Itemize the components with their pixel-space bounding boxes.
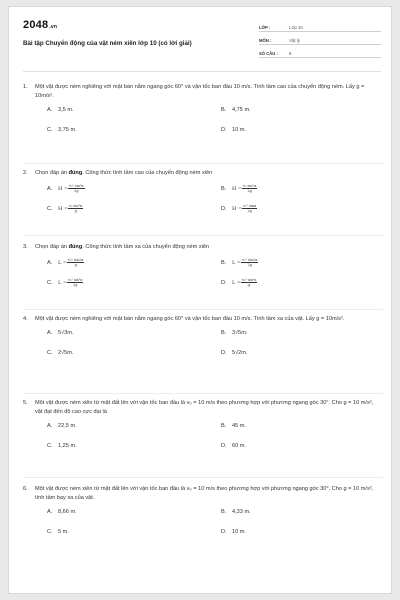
fraction-numerator: v₀² sin²α	[68, 278, 83, 282]
option-b[interactable]	[221, 107, 251, 113]
formula-fraction	[241, 258, 258, 267]
option-c[interactable]	[47, 443, 77, 449]
question-number: 3.	[23, 244, 28, 250]
option-text: 5 m.	[58, 529, 69, 535]
answer-options	[23, 256, 381, 296]
option-a[interactable]	[47, 184, 85, 193]
meta-value: Lớp 10	[289, 25, 303, 30]
option-a[interactable]	[47, 330, 74, 336]
fraction-numerator: v₀ sin²α	[243, 184, 257, 188]
option-letter: C.	[47, 529, 53, 535]
option-c[interactable]	[47, 127, 77, 133]
option-a[interactable]	[47, 258, 84, 267]
question-emphasis: đúng	[68, 244, 83, 250]
formula-fraction	[67, 258, 84, 267]
fraction-denominator: 2g	[73, 283, 78, 287]
header-divider	[23, 71, 381, 72]
option-a[interactable]	[47, 423, 77, 429]
question-3	[23, 243, 381, 296]
option-b[interactable]	[221, 330, 248, 336]
option-c[interactable]	[47, 350, 74, 356]
option-formula	[58, 280, 83, 286]
fraction-numerator: v₀ sin²α	[69, 204, 83, 208]
question-body-pre: Chọn đáp án	[35, 244, 69, 250]
option-text: 3,5 m.	[58, 107, 74, 113]
option-letter: A.	[47, 330, 53, 336]
option-formula	[232, 260, 258, 266]
question-number: 4.	[23, 316, 28, 322]
option-b[interactable]	[221, 509, 251, 515]
question-1	[23, 83, 381, 145]
option-text: 8,66 m.	[58, 509, 77, 515]
meta-value: 6	[289, 51, 292, 56]
option-text: 3√5m.	[232, 330, 248, 336]
question-separator	[23, 309, 383, 310]
option-letter: C.	[47, 206, 53, 212]
meta-panel	[259, 21, 381, 60]
option-letter: A.	[47, 509, 53, 515]
option-letter: C.	[47, 350, 53, 356]
question-4	[23, 315, 381, 368]
option-letter: C.	[47, 443, 53, 449]
formula-fraction	[242, 184, 257, 193]
option-d[interactable]	[221, 529, 246, 535]
option-text: 45 m.	[232, 423, 246, 429]
fraction-denominator: g	[74, 263, 77, 267]
answer-options	[23, 421, 381, 461]
fraction-numerator: v₀² sinα	[243, 204, 257, 208]
meta-key: SỐ CÂU :	[259, 51, 278, 56]
option-letter: A.	[47, 423, 53, 429]
formula-fraction	[67, 278, 83, 287]
option-text: 10 m.	[232, 127, 246, 133]
question-number: 2.	[23, 170, 28, 176]
formula-fraction	[68, 204, 83, 213]
option-b[interactable]	[221, 184, 257, 193]
formula-lhs: L =	[58, 260, 68, 266]
question-6	[23, 485, 381, 547]
question-body: Một vật được ném nghiêng với mặt bàn nằm ngang góc 60° và vận tốc ban đầu 10 m/s. Tính tầm cao của chuyển động ném. Lấy g = 10m/s².	[35, 84, 365, 99]
option-letter: D.	[221, 443, 227, 449]
question-text	[23, 399, 381, 417]
question-separator	[23, 235, 383, 236]
fraction-numerator: v₀² sin2α	[68, 258, 84, 262]
fraction-denominator: g	[248, 283, 251, 287]
option-text: 5√2m.	[232, 350, 248, 356]
meta-row-class	[259, 21, 381, 32]
formula-lhs: L =	[58, 280, 68, 286]
formula-lhs: H =	[232, 206, 243, 212]
answer-options	[23, 328, 381, 368]
meta-key: LỚP :	[259, 25, 271, 30]
option-a[interactable]	[47, 509, 77, 515]
page-title: Bài tập Chuyển động của vật ném xiên lớp 10 (có lời giải)	[23, 40, 192, 47]
question-text	[23, 83, 381, 101]
question-text	[23, 169, 381, 178]
option-c[interactable]	[47, 278, 83, 287]
option-letter: D.	[221, 280, 227, 286]
question-separator	[23, 477, 383, 478]
question-text	[23, 485, 381, 503]
option-formula	[58, 206, 83, 212]
worksheet-page	[8, 6, 392, 594]
question-number: 1.	[23, 84, 28, 90]
question-separator	[23, 163, 383, 164]
fraction-numerator: v₀² sin²α	[69, 184, 84, 188]
question-2	[23, 169, 381, 222]
option-text: 3,75 m.	[58, 127, 77, 133]
option-c[interactable]	[47, 204, 83, 213]
question-body-post: . Công thức tính tầm cao của chuyển động ném xiên	[82, 170, 213, 176]
formula-lhs: L =	[232, 260, 242, 266]
option-letter: B.	[221, 330, 227, 336]
option-d[interactable]	[221, 204, 257, 213]
question-body: Một vật được ném nghiêng với mặt bàn nằm ngang góc 60° và vận tốc ban đầu 10 m/s. Tính tầm xa của vật. Lấy g = 10m/s².	[35, 316, 345, 322]
option-text: 4,75 m.	[232, 107, 251, 113]
option-letter: D.	[221, 127, 227, 133]
option-letter: D.	[221, 350, 227, 356]
formula-fraction	[242, 204, 257, 213]
option-b[interactable]	[221, 423, 246, 429]
option-letter: A.	[47, 260, 53, 266]
option-text: 1,25 m.	[58, 443, 77, 449]
meta-row-subject	[259, 34, 381, 45]
option-a[interactable]	[47, 107, 74, 113]
question-text	[23, 243, 381, 252]
worksheet-header	[23, 15, 383, 67]
option-letter: D.	[221, 206, 227, 212]
option-d[interactable]	[221, 127, 246, 133]
question-number: 6.	[23, 486, 28, 492]
option-text: 60 m.	[232, 443, 246, 449]
formula-lhs: H =	[58, 206, 69, 212]
question-body-post: . Công thức tính tầm xa của chuyển động ném xiên	[82, 244, 210, 250]
question-separator	[23, 393, 383, 394]
option-letter: A.	[47, 107, 53, 113]
option-formula	[232, 186, 257, 192]
option-d[interactable]	[221, 350, 248, 356]
option-letter: B.	[221, 423, 227, 429]
fraction-denominator: 2g	[247, 189, 252, 193]
answer-options	[23, 105, 381, 145]
option-b[interactable]	[221, 258, 258, 267]
option-text: 2√5m.	[58, 350, 74, 356]
question-text	[23, 315, 381, 324]
meta-key: MÔN :	[259, 38, 272, 43]
question-body: Một vật được ném xiên từ mặt đất lên với vận tốc ban đầu là v₀ = 10 m/s theo phương hợp với phương ngang góc 30°. Cho g = 10 m/s², tính tầm bay xa của vật.	[35, 486, 374, 501]
logo-text: 2048	[23, 19, 49, 31]
fraction-denominator: 2g	[247, 209, 252, 213]
option-letter: C.	[47, 127, 53, 133]
formula-lhs: L =	[232, 280, 242, 286]
formula-fraction	[68, 184, 84, 193]
formula-fraction	[241, 278, 257, 287]
option-letter: B.	[221, 260, 227, 266]
question-body-pre: Chọn đáp án	[35, 170, 69, 176]
option-letter: D.	[221, 529, 227, 535]
option-c[interactable]	[47, 529, 69, 535]
question-number: 5.	[23, 400, 28, 406]
option-text: 22,5 m.	[58, 423, 77, 429]
option-formula	[232, 280, 257, 286]
question-5	[23, 399, 381, 461]
meta-row-count	[259, 47, 381, 58]
question-body: Một vật được ném xiên từ mặt đất lên với vận tốc ban đầu là v₀ = 10 m/s theo phương hợp với phương ngang góc 30°. Cho g = 10 m/s², vật đạt đến độ cao cực đại là	[35, 400, 374, 415]
fraction-numerator: v₀² sin2α	[242, 258, 258, 262]
option-d[interactable]	[221, 443, 246, 449]
logo-suffix: .vn	[49, 24, 58, 30]
option-letter: C.	[47, 280, 53, 286]
option-text: 10 m.	[232, 529, 246, 535]
question-emphasis: đúng	[68, 170, 83, 176]
fraction-denominator: g	[74, 209, 77, 213]
answer-options	[23, 182, 381, 222]
option-d[interactable]	[221, 278, 257, 287]
fraction-denominator: 2g	[74, 189, 79, 193]
option-letter: B.	[221, 107, 227, 113]
option-text: 5√3m.	[58, 330, 74, 336]
fraction-numerator: v₀² sin²α	[242, 278, 257, 282]
option-formula	[232, 206, 257, 212]
meta-value: Vật lý	[289, 38, 300, 43]
option-formula	[58, 186, 85, 192]
answer-options	[23, 507, 381, 547]
formula-lhs: H =	[58, 186, 69, 192]
option-letter: A.	[47, 186, 53, 192]
formula-lhs: H =	[232, 186, 243, 192]
option-letter: B.	[221, 509, 227, 515]
option-formula	[58, 260, 84, 266]
fraction-denominator: 2g	[247, 263, 252, 267]
site-logo[interactable]	[23, 19, 57, 31]
option-text: 4,33 m.	[232, 509, 251, 515]
option-letter: B.	[221, 186, 227, 192]
